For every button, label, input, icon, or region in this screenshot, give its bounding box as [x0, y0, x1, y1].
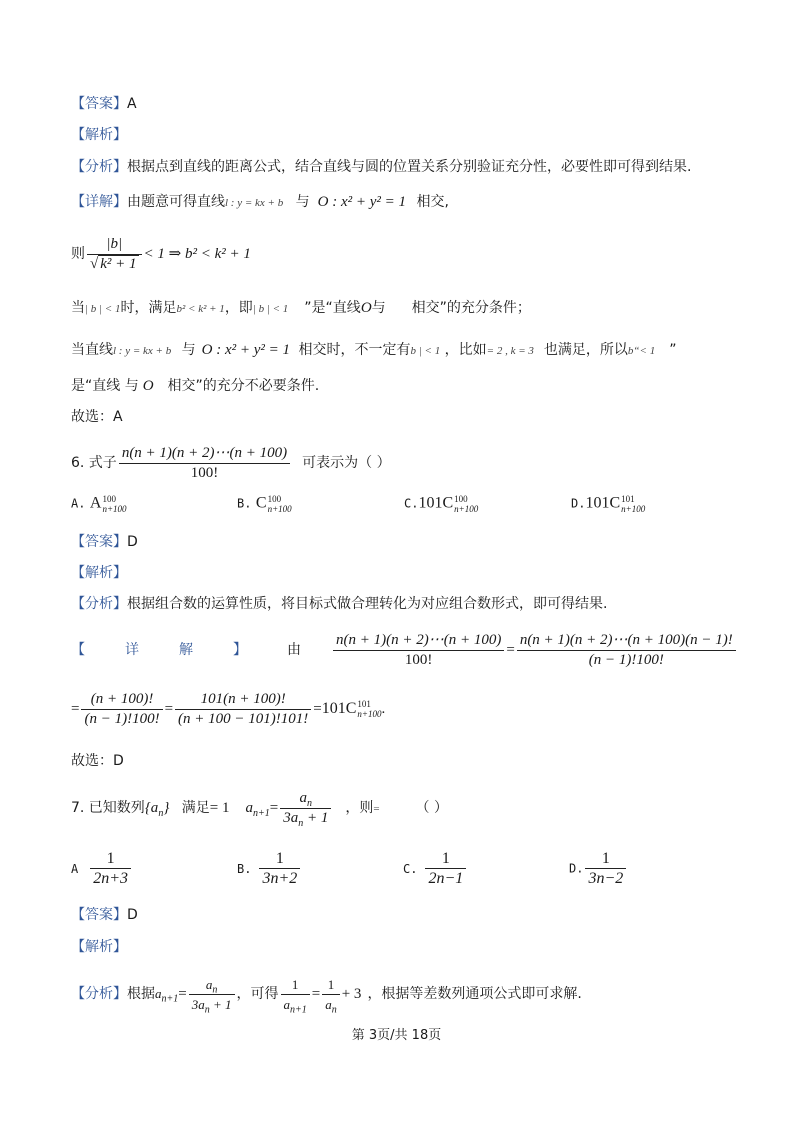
q7-option-d-den: 3n−2: [588, 870, 624, 887]
q7-recur-lhs: [245, 800, 270, 819]
q6-stem: [71, 442, 753, 484]
q7-option-d-label: D.: [569, 861, 584, 876]
q6-option-a-sup: 100: [102, 494, 116, 504]
answer-value: A: [127, 96, 137, 112]
q7-seq-base: {a: [144, 800, 159, 816]
q7-fenxi-line: 【分析】根据$a_{n+1}=$ $\frac{a_n}{3a_n + 1}$ ，可得 $\frac{1}{a_{n+1}}$ = $\frac{1}{a_n}$ + 3 ，根据等差数列通项公式即可求解.: [71, 976, 582, 1016]
nec-e: 相交时，不一定有: [298, 342, 411, 358]
q7-stem-b: 满足: [181, 800, 210, 816]
conclusion-o: O: [142, 378, 154, 394]
q6-option-b-sup: 100: [267, 494, 282, 504]
detail-text: 由题意可得直线: [127, 194, 225, 210]
fenxi-text: 根据点到直线的距离公式，结合直线与圆的位置关系分别验证充分性，必要性即可得到结果.: [127, 159, 692, 175]
q7-stem-f: =: [373, 803, 380, 815]
suff-h: O: [360, 300, 372, 316]
detail-bracket-close: 】: [233, 642, 247, 658]
q6-eq2-a-num: (n + 100)!: [81, 691, 162, 710]
q7-fenxi-lhs: a: [155, 986, 162, 1001]
q7-option-a-num: 1: [90, 850, 131, 869]
q6-option-d-prefix: 101: [585, 494, 610, 512]
q6-stem-post: 可表示为（ ）: [302, 455, 391, 471]
q6-eq2-line: = $\frac{(n + 100)!}{(n - 1)!100!}$ = $\frac{101(n + 100)!}{(n + 100 - 101)!101!}$ =101C101 n+100.: [71, 688, 753, 730]
q7-recur-num-sub: n: [307, 797, 313, 809]
q5-analysis-line: [71, 125, 753, 145]
q6-option-a-base: A: [89, 494, 102, 512]
q7-option-b-label: B.: [237, 861, 252, 876]
q5-suff-line: [71, 298, 753, 319]
q7-fenxi-recip2-sub: n: [331, 1004, 337, 1016]
suff-j: 相交”的充分条件；: [411, 300, 531, 316]
distance-numerator: |b|: [87, 236, 142, 255]
q7-option-c-label: C.: [403, 861, 418, 876]
q7-recur-frac: [280, 790, 331, 827]
choose-label: 故选：: [71, 753, 113, 769]
q5-answer-line: [71, 94, 753, 114]
suff-d: b² < k² + 1: [176, 303, 225, 315]
q7-answer-line: [71, 905, 753, 925]
q6-eq1-left-num: n(n + 1)(n + 2)⋯(n + 100): [333, 632, 504, 651]
q6-eq1-right: [517, 632, 736, 669]
q7-recur-den-tail: + 1: [303, 809, 329, 826]
q6-choose-line: [71, 751, 753, 771]
q7-option-d-num: 1: [585, 850, 626, 869]
analysis-tag: 【解析】: [71, 939, 127, 955]
q5-conclusion-line: [71, 376, 753, 396]
ineq-tail: < 1 ⇒ b² < k² + 1: [143, 246, 251, 262]
suff-c: 时，满足: [120, 300, 177, 316]
q7-fenxi-a: 根据: [127, 986, 155, 1002]
nec-c: 与: [181, 342, 196, 358]
q7-fenxi-num: a: [205, 976, 213, 992]
nec-b: l : y = kx + b: [113, 345, 172, 357]
q6-eq2-b: [175, 691, 311, 728]
q6-option-c-sub: n+100: [454, 504, 479, 514]
detail-tag: 【详解】: [71, 194, 127, 210]
distance-fraction: $\frac{|b|}{\text{√ k² + 1}}$: [87, 236, 142, 273]
then-label: 则: [71, 246, 85, 262]
q7-fenxi-b: ，可得: [236, 986, 279, 1002]
q7-fenxi-c: ，根据等差数列通项公式即可求解.: [367, 986, 582, 1002]
fenxi-tag: 【分析】: [71, 986, 127, 1002]
detail-char-2: 解: [179, 642, 193, 658]
q7-fenxi-plus3: + 3: [341, 986, 362, 1002]
detail-char-1: 详: [125, 642, 139, 658]
q6-eq2-result: [322, 688, 382, 730]
q6-option-a-sub: n+100: [102, 504, 127, 514]
q7-fenxi-recip2-base: a: [325, 996, 332, 1012]
q6-detail-line: 【 详 解 】 由 $\frac{n(n + 1)(n + 2)\cdots(n + 100)}{100!}$ = $\frac{n(n + 1)(n + 2)\cdots(n + 100)(n - 1)!}{(n - 1)!100!}$: [71, 630, 753, 670]
analysis-tag: 【解析】: [71, 127, 127, 143]
q6-analysis-line: [71, 563, 753, 583]
q6-eq2-b-num: 101(n + 100)!: [175, 691, 311, 710]
q7-fenxi-lhs-sub: n+1: [161, 993, 179, 1005]
q5-fenxi-line: [71, 157, 753, 177]
q7-recur-lhs-base: a: [245, 800, 253, 816]
choose-value: A: [113, 409, 123, 425]
q7-option-b[interactable]: [237, 850, 302, 887]
q7-option-a-den: 2n+3: [93, 870, 129, 887]
q6-eq2-result-sub: n+100: [357, 709, 382, 720]
detail-and: 与: [295, 194, 310, 210]
q6-stem-denominator: 100!: [190, 464, 219, 481]
detail-bracket-open: 【: [71, 642, 85, 658]
nec-j: b“< 1: [627, 345, 656, 357]
q6-option-b-sub: n+100: [267, 504, 292, 514]
answer-tag: 【答案】: [71, 907, 127, 923]
suff-i: 与: [371, 300, 386, 316]
q6-stem-pre: 6. 式子: [71, 455, 117, 471]
answer-value: D: [127, 907, 138, 923]
q7-recur-lhs-sub: n+1: [252, 808, 270, 819]
q6-eq1-left: [333, 632, 504, 669]
q7-recur-num: a: [299, 789, 308, 806]
page-footer: 第 3页/共 18页: [351, 1028, 442, 1043]
q7-recur-den: 3a: [283, 809, 299, 826]
q6-option-b[interactable]: [237, 494, 292, 514]
q7-stem-g: （ ）: [415, 800, 448, 816]
nec-a: 当直线: [71, 342, 113, 358]
q7-option-a[interactable]: [71, 850, 133, 887]
q7-stem-c: = 1: [209, 800, 230, 816]
nec-i: 也满足，所以: [543, 342, 628, 358]
q6-option-d[interactable]: [571, 494, 645, 514]
nec-f: b | < 1: [410, 345, 441, 357]
conclusion-tail: 相交”的充分不必要条件.: [167, 378, 320, 394]
q7-option-b-num: 1: [259, 850, 300, 869]
fenxi-tag: 【分析】: [71, 159, 127, 175]
q7-option-c-num: 1: [425, 850, 466, 869]
q7-stem-e: ，则: [345, 800, 374, 816]
q6-eq2-result-base: 101C: [321, 700, 357, 717]
q6-option-a[interactable]: [71, 494, 127, 514]
q7-option-b-den: 3n+2: [262, 870, 298, 887]
q6-eq1-right-num: n(n + 1)(n + 2)⋯(n + 100)(n − 1)!: [517, 632, 736, 651]
q6-eq2-a: [81, 691, 162, 728]
q6-option-c-label: C.: [404, 496, 419, 511]
fenxi-text: 根据组合数的运算性质，将目标式做合理转化为对应组合数形式，即可得结果.: [127, 596, 608, 612]
q6-stem-fraction: [119, 445, 290, 482]
q6-eq2-a-den: (n − 1)!100!: [84, 710, 160, 727]
nec-g: ，比如: [444, 342, 487, 358]
q6-eq2-result-sup: 101: [357, 699, 371, 710]
nec-k: ”: [669, 342, 677, 358]
q7-analysis-line: [71, 937, 753, 957]
q5-nec-line: [71, 340, 753, 361]
q6-option-a-label: A.: [71, 496, 86, 511]
q6-option-c-prefix: 101: [418, 494, 443, 512]
q6-option-b-label: B.: [237, 496, 252, 511]
detail-intersect: 相交,: [416, 194, 449, 210]
q7-fenxi-recip-sub: n+1: [290, 1004, 307, 1016]
q6-option-d-sup: 101: [621, 494, 635, 504]
answer-tag: 【答案】: [71, 96, 127, 112]
q5-detail-line: [71, 192, 753, 213]
q7-stem-a: 7. 已知数列: [71, 800, 145, 816]
q5-choose-line: [71, 407, 753, 427]
conclusion-a: 是“直线 与: [71, 378, 139, 394]
detail-from: 由: [287, 642, 301, 658]
q6-eq1-right-den: (n − 1)!100!: [588, 651, 664, 668]
q6-answer-line: [71, 532, 753, 552]
q7-option-a-label: A: [71, 861, 79, 876]
suff-a: 当: [71, 300, 85, 316]
q6-option-c[interactable]: [404, 494, 478, 514]
suff-e: ，即: [224, 300, 253, 316]
q6-option-d-label: D.: [571, 496, 586, 511]
answer-value: D: [127, 534, 138, 550]
q7-fenxi-den-tail: + 1: [209, 996, 232, 1012]
q6-option-b-base: C: [255, 494, 267, 512]
q6-fenxi-line: [71, 594, 753, 614]
suff-g: ”是“直线: [304, 300, 361, 316]
nec-d: O : x² + y² = 1: [201, 342, 291, 358]
choose-value: D: [113, 753, 124, 769]
distance-denominator: k² + 1: [100, 255, 137, 272]
suff-b: | b | < 1: [85, 303, 121, 315]
nec-h: = 2 , k = 3: [486, 345, 534, 357]
circle-equation: O : x² + y² = 1: [317, 194, 407, 210]
q6-option-c-sup: 100: [454, 494, 468, 504]
q6-option-d-sub: n+100: [621, 504, 646, 514]
choose-label: 故选：: [71, 409, 113, 425]
q7-seq: $\{a_n\}$: [144, 800, 170, 819]
q7-fenxi-recip-base: a: [283, 996, 290, 1012]
q7-stem: 7. 已知数列$\{a_n\}$ 满足= 1 $a_{n+1}=$ $\frac{a_n}{3a_n + 1}$ ，则= （ ）: [71, 789, 448, 829]
line-equation: l : y = kx + b: [225, 197, 284, 209]
q6-eq2-b-den: (n + 100 − 101)!101!: [178, 710, 309, 727]
q7-option-c[interactable]: [403, 850, 468, 887]
q6-eq1-left-den: 100!: [404, 651, 433, 668]
answer-tag: 【答案】: [71, 534, 127, 550]
q6-option-c-base: C: [442, 494, 454, 512]
q7-recur-den-sub: n: [298, 817, 304, 829]
suff-f: | b | < 1: [252, 303, 289, 315]
q5-ineq-line: [71, 232, 753, 276]
q7-fenxi-den-sub: n: [204, 1004, 210, 1016]
q7-seq-sub: n: [158, 808, 164, 819]
q7-option-d[interactable]: [569, 850, 628, 887]
analysis-tag: 【解析】: [71, 565, 127, 581]
q6-option-d-base: C: [609, 494, 621, 512]
q6-stem-numerator: n(n + 1)(n + 2)⋯(n + 100): [119, 445, 290, 464]
fenxi-tag: 【分析】: [71, 596, 127, 612]
q7-fenxi-den: 3a: [191, 996, 205, 1012]
q7-fenxi-num-sub: n: [212, 984, 218, 996]
q7-option-c-den: 2n−1: [428, 870, 464, 887]
